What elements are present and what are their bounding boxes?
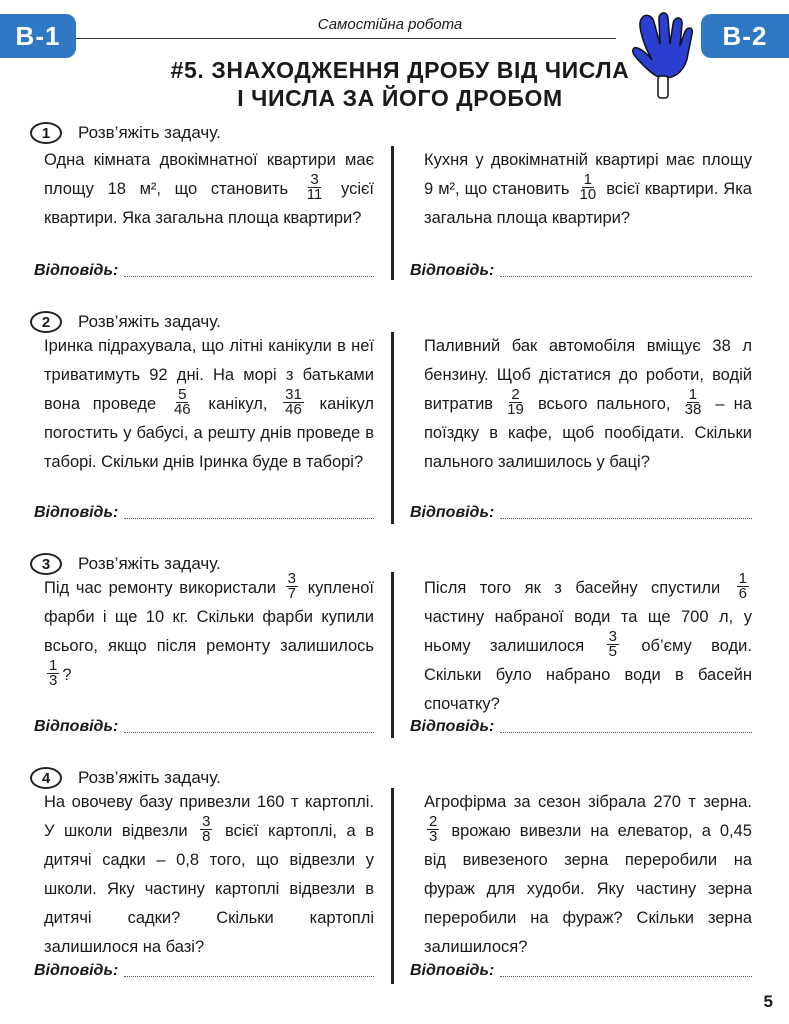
- task-1-variant-2-text: [424, 146, 752, 233]
- text-part: ?: [62, 666, 72, 685]
- answer-dots[interactable]: [500, 718, 752, 733]
- fraction: [607, 630, 619, 659]
- column-divider: [391, 332, 394, 524]
- text-part: всього пального,: [537, 395, 671, 413]
- denominator: 46: [173, 401, 191, 419]
- fraction: [683, 388, 704, 417]
- answer-label: Відповідь:: [410, 504, 495, 521]
- task-3-header: [34, 553, 221, 575]
- fraction: [737, 572, 749, 601]
- denominator: 6: [738, 585, 747, 603]
- answer-line-variant-1[interactable]: [34, 504, 374, 522]
- text-part: Кухня у двокімнатній квартирі має площу 9 м², що становить: [424, 151, 752, 198]
- task-number-circle: 2: [30, 311, 62, 333]
- task-3-variant-2-text: [424, 570, 752, 719]
- numerator: 3: [310, 171, 319, 189]
- numerator: 31: [285, 386, 302, 404]
- answer-dots[interactable]: [124, 262, 374, 277]
- text-part: канікул,: [208, 395, 268, 413]
- numerator: 1: [738, 570, 747, 588]
- text-part: Під час ремонту використали: [44, 579, 276, 597]
- task-instruction: Розв’яжіть задачу.: [78, 123, 221, 142]
- text-part: Паливний бак автомобіля вміщує 38 л бензину. Щоб дістатися до роботи, водій витратив: [424, 337, 752, 413]
- page-number: 5: [763, 992, 773, 1011]
- text-part: об’єму води. Скільки було набрано води в басейн спочатку?: [424, 637, 752, 714]
- answer-line-variant-2[interactable]: [410, 962, 752, 980]
- page-title-line-1: #5. ЗНАХОДЖЕННЯ ДРОБУ ВІД ЧИСЛА: [170, 57, 630, 83]
- task-3-variant-1-text: [44, 570, 374, 690]
- answer-line-variant-1[interactable]: [34, 262, 374, 280]
- denominator: 5: [608, 643, 617, 661]
- column-divider: [391, 146, 394, 280]
- denominator: 8: [202, 828, 211, 846]
- fraction: [283, 388, 304, 417]
- fraction: [172, 388, 193, 417]
- task-instruction: Розв’яжіть задачу.: [78, 554, 221, 573]
- text-part: всієї картоплі, а в дитячі садки – 0,8 того, що відвезли у школи. Яку частину картоплі відвезли в дитячі садки? Скільки картоплі залишилося на базі?: [44, 822, 374, 957]
- text-part: – на поїздку в кафе, щоб пообідати. Скільки пального залишилось у баці?: [424, 395, 752, 472]
- answer-line-variant-1[interactable]: [34, 718, 374, 736]
- fraction: [286, 572, 298, 601]
- denominator: 46: [285, 401, 302, 419]
- numerator: 3: [287, 570, 296, 588]
- denominator: 3: [49, 672, 58, 690]
- denominator: 3: [429, 828, 438, 846]
- task-1-variant-1-text: [44, 146, 374, 233]
- denominator: 10: [579, 186, 597, 204]
- text-part: Одна кімната двокімнатної квартири має площу 18 м², що становить: [44, 151, 374, 198]
- task-number-circle: 4: [30, 767, 62, 789]
- page-title: [120, 56, 680, 112]
- answer-label: Відповідь:: [34, 504, 119, 521]
- text-part: всієї квартири. Яка загальна площа квартири?: [424, 180, 752, 228]
- denominator: 7: [287, 585, 296, 603]
- text-part: купленої фарби і ще 10 кг. Скільки фарби купили всього, якщо після ремонту залишилось: [44, 579, 374, 656]
- column-divider: [391, 572, 394, 738]
- numerator: 3: [202, 813, 211, 831]
- page-title-line-2: І ЧИСЛА ЗА ЙОГО ДРОБОМ: [237, 85, 563, 111]
- text-part: частину набраної води та ще 700 л, у ньому залишилося: [424, 608, 752, 656]
- variant-2-badge: В-2: [701, 14, 789, 58]
- text-part: Агрофірма за сезон зібрала 270 т зерна.: [424, 793, 752, 811]
- text-part: канікул погостить у бабусі, а решту днів проведе в таборі. Скільки днів Іринка буде в таборі?: [44, 395, 375, 472]
- numerator: 3: [608, 628, 617, 646]
- answer-dots[interactable]: [124, 718, 374, 733]
- answer-dots[interactable]: [124, 504, 374, 519]
- text-part: усієї квартири. Яка загальна площа квартири?: [44, 180, 374, 228]
- numerator: 2: [429, 813, 438, 831]
- task-2-header: [34, 311, 221, 333]
- fraction: [427, 815, 439, 844]
- fraction: [305, 173, 325, 202]
- fraction: [47, 659, 59, 688]
- task-4-header: [34, 767, 221, 789]
- column-divider: [391, 788, 394, 984]
- numerator: 1: [688, 386, 698, 404]
- text-part: На овочеву базу привезли 160 т картоплі. У школи відвезли: [44, 793, 374, 840]
- answer-label: Відповідь:: [410, 262, 495, 279]
- task-1-header: [34, 122, 221, 144]
- denominator: 19: [507, 401, 524, 419]
- answer-dots[interactable]: [124, 962, 374, 977]
- text-part: Після того як з басейну спустили: [424, 579, 721, 597]
- task-2-variant-1-text: [44, 332, 374, 477]
- fraction: [200, 815, 212, 844]
- header-line: [76, 38, 616, 39]
- answer-line-variant-2[interactable]: [410, 718, 752, 736]
- text-part: врожаю вивезли на елеватор, а 0,45 від вивезеного зерна переробили на фураж для худоби. Яку частину зерна переробили на фураж? Скільки зерна залишилося?: [424, 822, 752, 957]
- task-number-circle: 3: [30, 553, 62, 575]
- answer-dots[interactable]: [500, 504, 752, 519]
- fraction: [578, 173, 599, 202]
- answer-dots[interactable]: [500, 262, 752, 277]
- header-title: Самостійна робота: [280, 16, 500, 33]
- numerator: 5: [178, 386, 187, 404]
- answer-label: Відповідь:: [34, 262, 119, 279]
- answer-label: Відповідь:: [34, 718, 119, 735]
- text-part: Іринка підрахувала, що літні канікули в неї триватимуть 92 дні. На морі з батьками вона проведе: [44, 337, 374, 413]
- task-instruction: Розв’яжіть задачу.: [78, 312, 221, 331]
- task-4-variant-2-text: [424, 788, 752, 962]
- task-2-variant-2-text: [424, 332, 752, 477]
- answer-label: Відповідь:: [410, 962, 495, 979]
- answer-label: Відповідь:: [34, 962, 119, 979]
- task-number-circle: 1: [30, 122, 62, 144]
- answer-line-variant-2[interactable]: [410, 504, 752, 522]
- answer-label: Відповідь:: [410, 718, 495, 735]
- task-instruction: Розв’яжіть задачу.: [78, 768, 221, 787]
- variant-1-badge: В-1: [0, 14, 76, 58]
- numerator: 2: [511, 386, 520, 404]
- numerator: 1: [583, 171, 593, 189]
- denominator: 11: [306, 186, 323, 204]
- answer-line-variant-2[interactable]: [410, 262, 752, 280]
- task-4-variant-1-text: [44, 788, 374, 962]
- denominator: 38: [684, 401, 702, 419]
- answer-line-variant-1[interactable]: [34, 962, 374, 980]
- numerator: 1: [49, 657, 58, 675]
- answer-dots[interactable]: [500, 962, 752, 977]
- fraction: [505, 388, 526, 417]
